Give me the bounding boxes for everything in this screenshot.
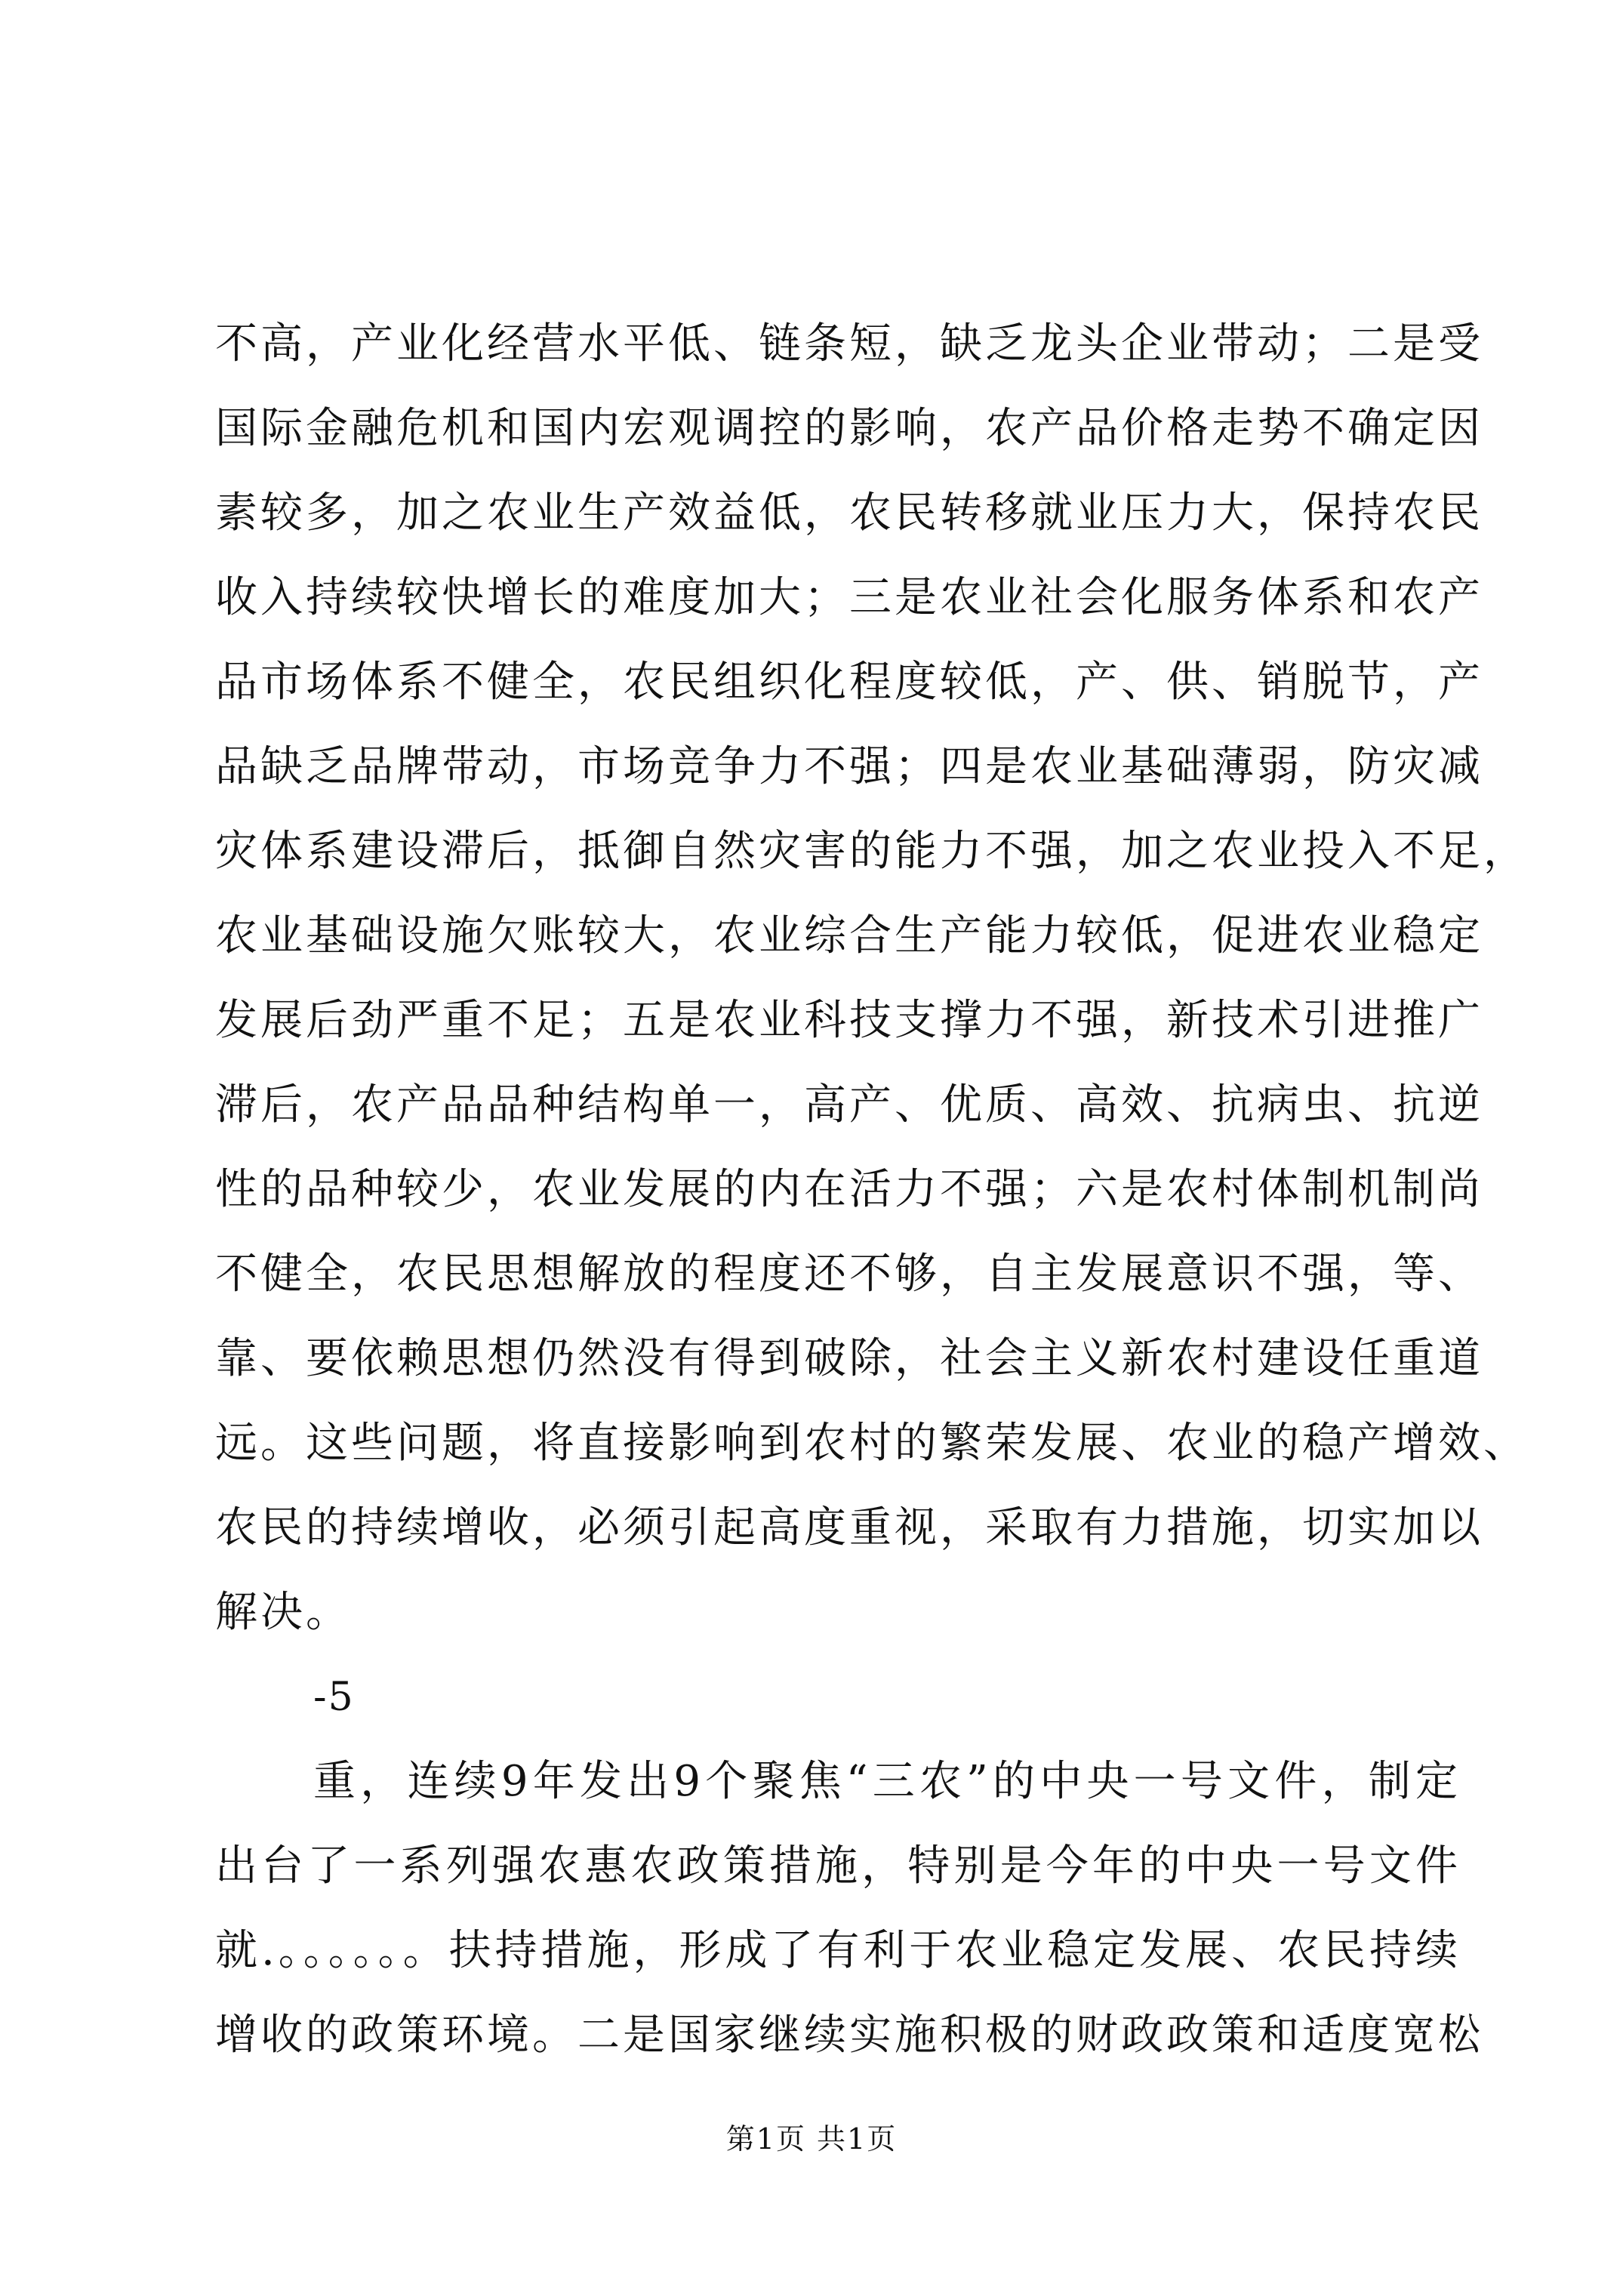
- paragraph-line: 性的品种较少，农业发展的内在活力不强；六是农村体制机制尚: [215, 1165, 1483, 1214]
- paragraph-line: 收入持续较快增长的难度加大；三是农业社会化服务体系和农产: [215, 573, 1483, 622]
- paragraph-line: 国际金融危机和国内宏观调控的影响，农产品价格走势不确定因: [215, 404, 1483, 453]
- paragraph-line: 远。这些问题，将直接影响到农村的繁荣发展、农业的稳产增效、: [215, 1419, 1529, 1468]
- paragraph-line: 发展后劲严重不足；五是农业科技支撑力不强，新技术引进推广: [215, 996, 1483, 1045]
- paragraph-line: 农民的持续增收，必须引起高度重视，采取有力措施，切实加以: [215, 1503, 1483, 1552]
- paragraph-line: 解决。: [215, 1588, 351, 1637]
- body-text: [215, 302, 1529, 2078]
- paragraph-line: 品缺乏品牌带动，市场竞争力不强；四是农业基础薄弱，防灾减: [215, 742, 1483, 791]
- paragraph-line: 滞后，农产品品种结构单一，高产、优质、高效、抗病虫、抗逆: [215, 1080, 1483, 1130]
- paragraph-line: 品市场体系不健全，农民组织化程度较低，产、供、销脱节，产: [215, 658, 1483, 707]
- paragraph-line: 素较多，加之农业生产效益低，农民转移就业压力大，保持农民: [215, 488, 1483, 538]
- paragraph-line: 农业基础设施欠账较大，农业综合生产能力较低，促进农业稳定: [215, 911, 1483, 960]
- paragraph-line: 不健全，农民思想解放的程度还不够，自主发展意识不强，等、: [215, 1250, 1483, 1299]
- paragraph-line: 出台了一系列强农惠农政策措施，特别是今年的中央一号文件: [215, 1841, 1461, 1891]
- paragraph-line: 就.。。。。。。扶持措施，形成了有利于农业稳定发展、农民持续: [215, 1926, 1461, 1975]
- paragraph-line: 灾体系建设滞后，抵御自然灾害的能力不强，加之农业投入不足，: [215, 827, 1529, 876]
- page-footer: 第1页 共1页: [725, 2122, 898, 2156]
- paragraph-line: 增收的政策环境。二是国家继续实施积极的财政政策和适度宽松: [215, 2011, 1483, 2060]
- section-mark: -5: [313, 1675, 355, 1720]
- paragraph-line: 重，连续9年发出9个聚焦“三农”的中央一号文件，制定: [313, 1757, 1461, 1806]
- paragraph-line: 靠、要依赖思想仍然没有得到破除，社会主义新农村建设任重道: [215, 1334, 1483, 1383]
- paragraph-line: 不高，产业化经营水平低、链条短，缺乏龙头企业带动；二是受: [215, 319, 1483, 368]
